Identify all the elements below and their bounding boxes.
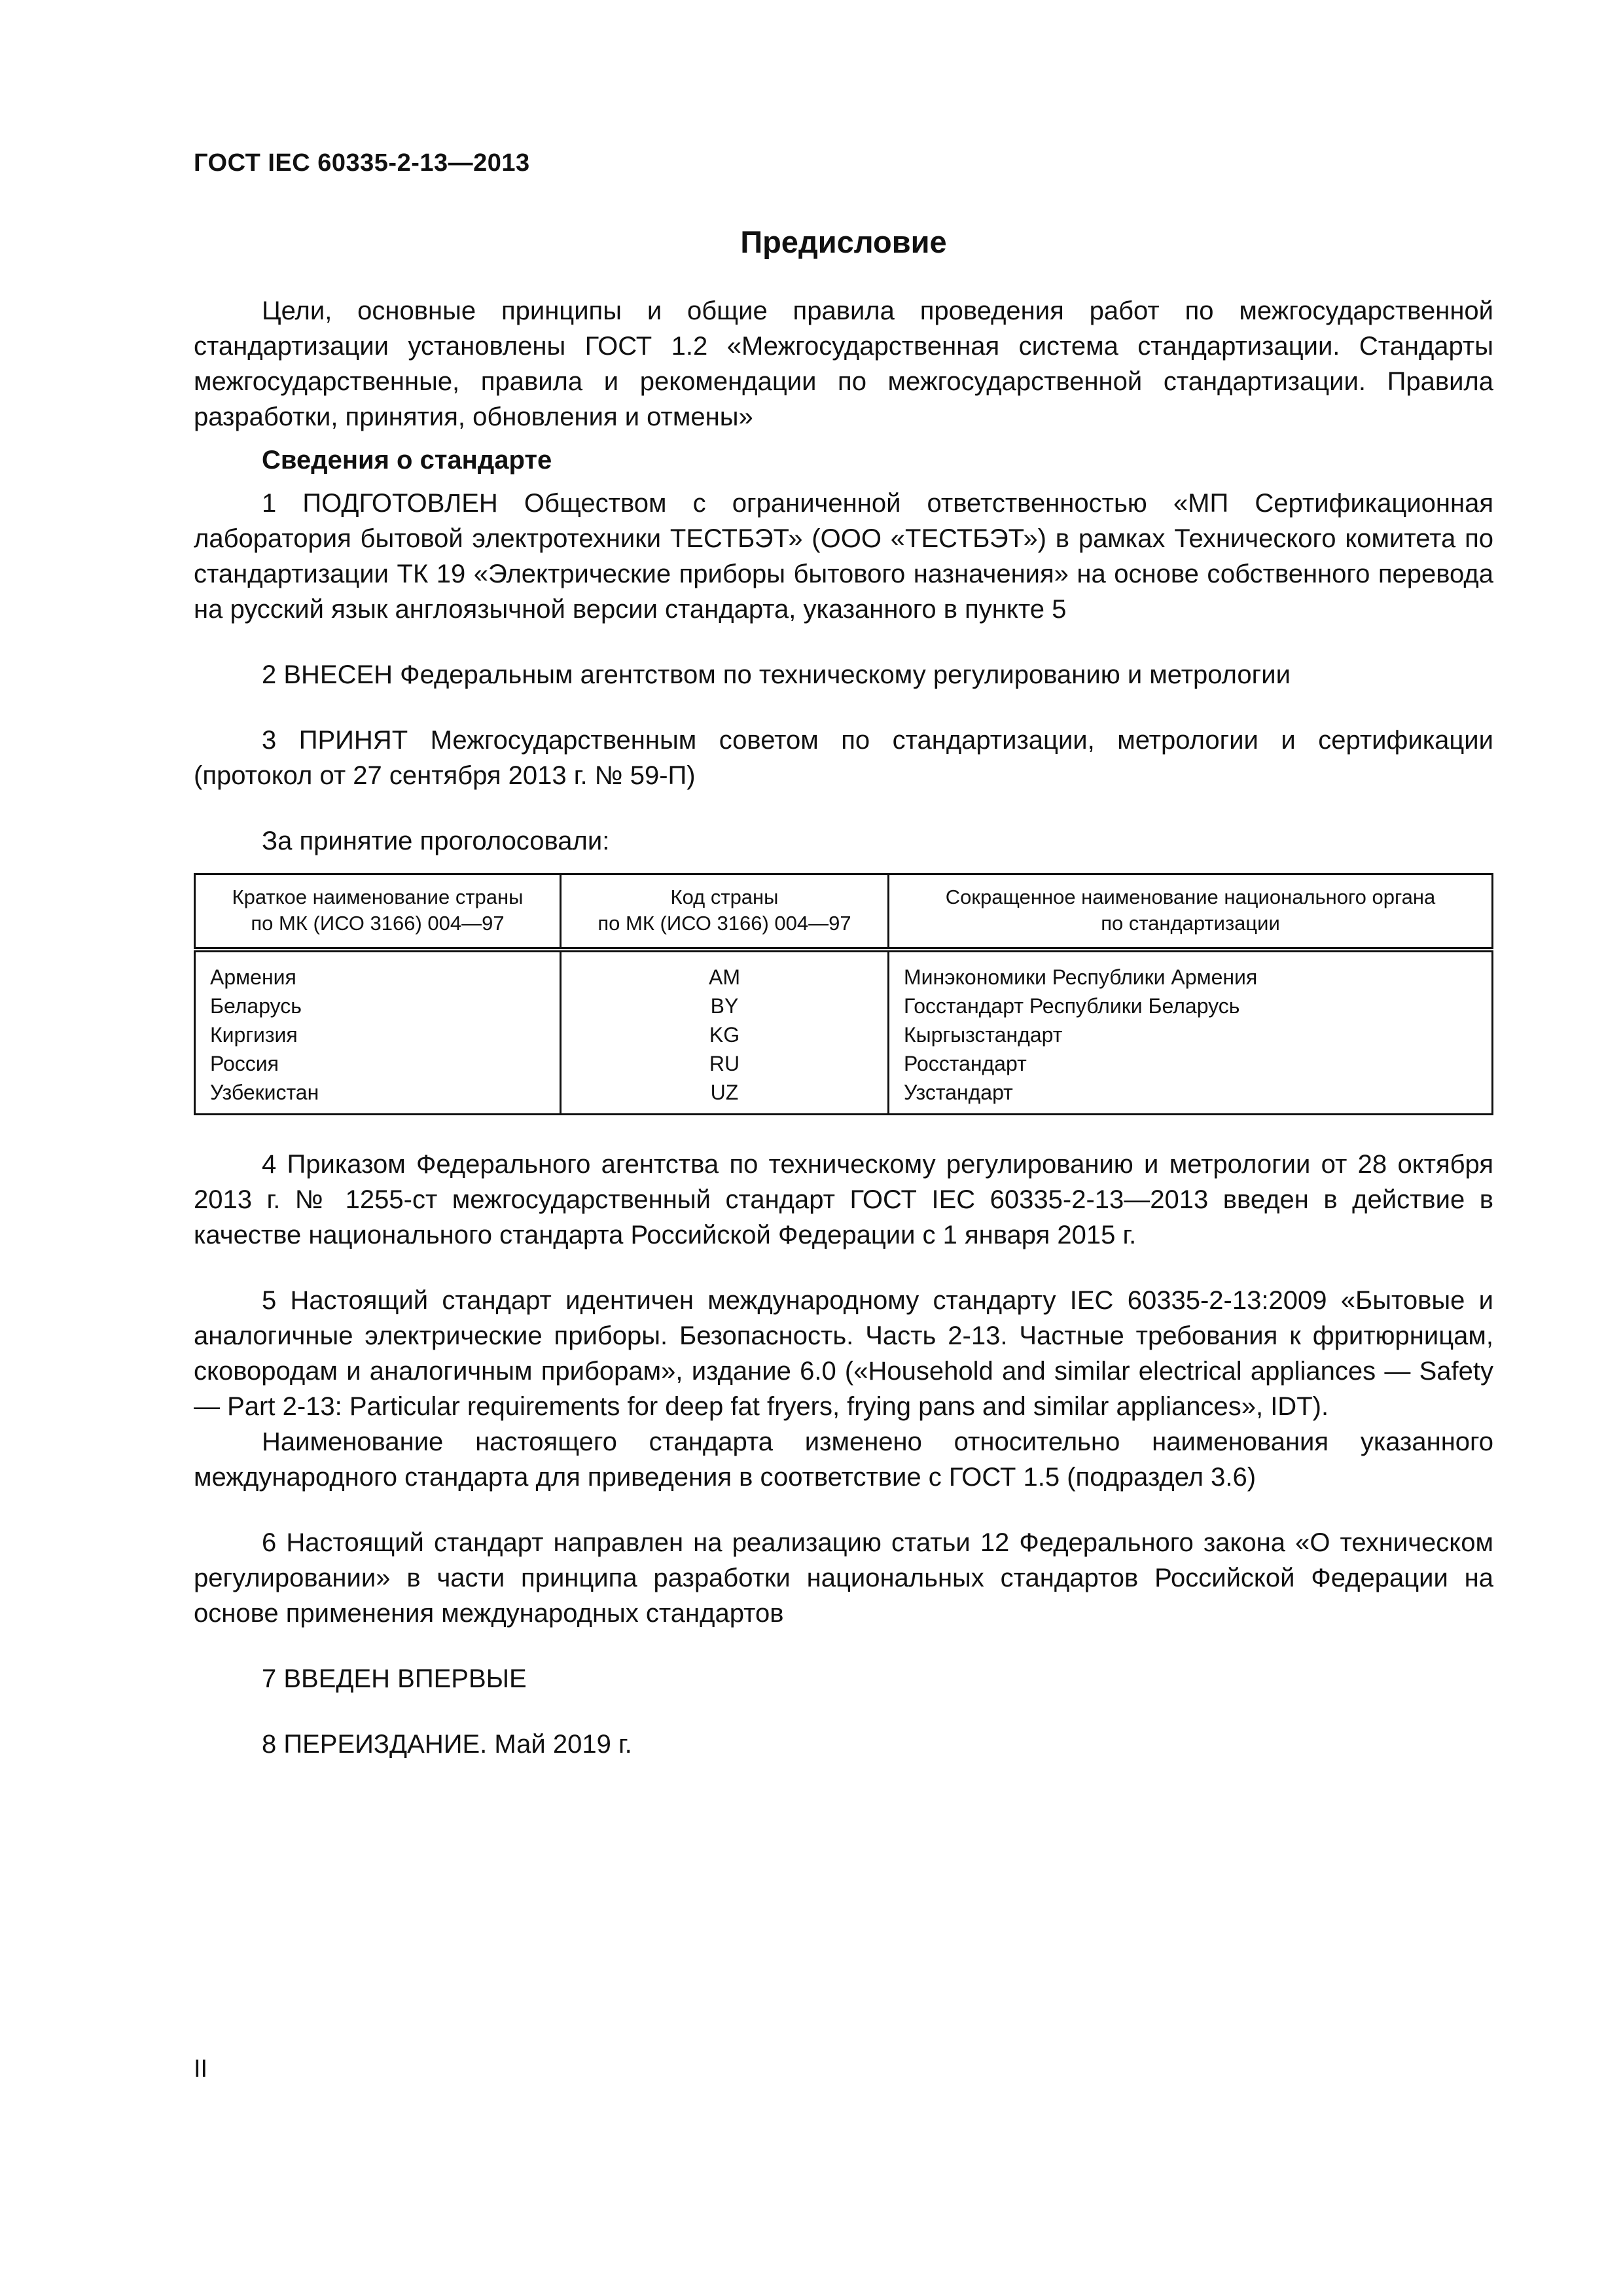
country-cell: Узбекистан bbox=[195, 1078, 561, 1115]
code-cell: UZ bbox=[561, 1078, 889, 1115]
country-cell: Армения bbox=[195, 950, 561, 992]
item-3-paragraph: 3 ПРИНЯТ Межгосударственным советом по стандартизации, метрологии и сертификации (протокол от 27 сентября 2013 г. № 59-П) bbox=[194, 726, 1493, 790]
item-1-paragraph: 1 ПОДГОТОВЛЕН Обществом с ограниченной ответственностью «МП Сертификационная лаборатория бытовой электротехники ТЕСТБЭТ» (ООО «ТЕСТБЭТ») в рамках Технического комитета по стандартизации ТК 19 «Электрические приборы бытового назначения» на основе собственного перевода на русский язык англоязычной версии стандарта, указанного в пункте 5 bbox=[194, 489, 1493, 624]
header-body-line1: Сокращенное наименование национального органа bbox=[945, 886, 1436, 908]
section-heading: Сведения о стандарте bbox=[262, 446, 552, 475]
body-cell: Минэкономики Республики Армения bbox=[889, 950, 1493, 992]
vote-intro: За принятие проголосовали: bbox=[262, 827, 610, 855]
table-header-row bbox=[195, 874, 1493, 950]
body-cell: Узстандарт bbox=[889, 1078, 1493, 1115]
country-cell: Беларусь bbox=[195, 992, 561, 1020]
code-cell: BY bbox=[561, 992, 889, 1020]
document-code-header: ГОСТ IEC 60335-2-13—2013 bbox=[194, 149, 530, 177]
country-cell: Россия bbox=[195, 1049, 561, 1078]
item-2-paragraph: 2 ВНЕСЕН Федеральным агентством по техническому регулированию и метрологии bbox=[262, 660, 1291, 689]
country-cell: Киргизия bbox=[195, 1020, 561, 1049]
table-row bbox=[195, 1020, 1493, 1049]
table-row bbox=[195, 992, 1493, 1020]
body-cell: Госстандарт Республики Беларусь bbox=[889, 992, 1493, 1020]
code-cell: RU bbox=[561, 1049, 889, 1078]
header-country-line2: по МК (ИСО 3166) 004—97 bbox=[251, 912, 505, 935]
header-country-line1: Краткое наименование страны bbox=[232, 886, 524, 908]
item-8-paragraph: 8 ПЕРЕИЗДАНИЕ. Май 2019 г. bbox=[262, 1730, 632, 1759]
document-body bbox=[194, 293, 1493, 1762]
page-number: II bbox=[194, 2055, 208, 2083]
header-country-code bbox=[561, 874, 889, 950]
code-cell: KG bbox=[561, 1020, 889, 1049]
table-row bbox=[195, 950, 1493, 992]
item-7-paragraph: 7 ВВЕДЕН ВПЕРВЫЕ bbox=[262, 1664, 527, 1693]
intro-paragraph: Цели, основные принципы и общие правила проведения работ по межгосударственной стандартизации установлены ГОСТ 1.2 «Межгосударственная система стандартизации. Стандарты межгосударственные, правила и рекомендации по межгосударственной стандартизации. Правила разработки, принятия, обновления и отмены» bbox=[194, 296, 1493, 431]
body-cell: Кыргызстандарт bbox=[889, 1020, 1493, 1049]
header-body-line2: по стандартизации bbox=[1101, 912, 1280, 935]
header-country-name bbox=[195, 874, 561, 950]
table-row bbox=[195, 1049, 1493, 1078]
item-5-paragraph: 5 Настоящий стандарт идентичен международному стандарту IEC 60335-2-13:2009 «Бытовые и аналогичные электрические приборы. Безопасность. Часть 2-13. Частные требования к фритюрницам, сковородам и аналогичным приборам», издание 6.0 («Household and similar electrical appliances — Safety — Part 2-13: Particular requirements for deep fat fryers, frying pans and similar appliances», IDT). bbox=[194, 1286, 1493, 1421]
header-national-body bbox=[889, 874, 1493, 950]
table-row bbox=[195, 1078, 1493, 1115]
code-cell: AM bbox=[561, 950, 889, 992]
page-title: Предисловие bbox=[740, 224, 947, 259]
item-4-paragraph: 4 Приказом Федерального агентства по техническому регулированию и метрологии от 28 октября 2013 г. № 1255-ст межгосударственный стандарт ГОСТ IEC 60335-2-13—2013 введен в действие в качестве национального стандарта Российской Федерации с 1 января 2015 г. bbox=[194, 1150, 1493, 1249]
header-code-line1: Код страны bbox=[670, 886, 779, 908]
header-code-line2: по МК (ИСО 3166) 004—97 bbox=[597, 912, 851, 935]
item-6-paragraph: 6 Настоящий стандарт направлен на реализацию статьи 12 Федерального закона «О техническом регулировании» в части принципа разработки национальных стандартов Российской Федерации на основе применения международных стандартов bbox=[194, 1528, 1493, 1628]
item-5-continuation: Наименование настоящего стандарта изменено относительно наименования указанного международного стандарта для приведения в соответствие с ГОСТ 1.5 (подраздел 3.6) bbox=[194, 1427, 1493, 1492]
countries-table bbox=[194, 873, 1493, 1115]
body-cell: Росстандарт bbox=[889, 1049, 1493, 1078]
